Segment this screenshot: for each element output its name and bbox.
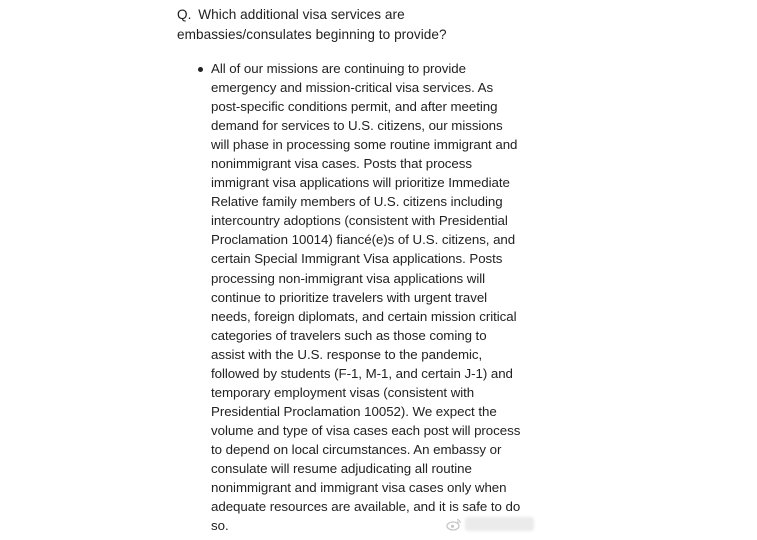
question-line-2: embassies/consulates beginning to provide? [177, 26, 447, 42]
answer-line: Relative family members of U.S. citizens including [211, 194, 503, 210]
faq-entry [177, 5, 521, 534]
watermark-text [465, 517, 534, 531]
answer-line: All of our missions are continuing to provide [211, 61, 466, 76]
answer-line: immigrant visa applications will prioritize Immediate [211, 175, 510, 191]
weibo-icon [446, 517, 462, 531]
answer-line: continue to prioritize travelers with urgent travel [211, 289, 488, 305]
answer-line: categories of travelers such as those coming to [211, 327, 487, 343]
answer-line: temporary employment visas (consistent with [211, 384, 475, 400]
faq-question [177, 5, 517, 44]
answer-list [177, 59, 521, 535]
bullet-icon [198, 67, 203, 72]
question-line-1: Which additional visa services are [198, 7, 405, 22]
answer-line: demand for services to U.S. citizens, our missions [211, 118, 503, 134]
answer-line: nonimmigrant visa cases. Posts that process [211, 156, 472, 172]
answer-item [177, 59, 521, 535]
answer-line: emergency and mission-critical visa services. As [211, 80, 494, 96]
answer-line: Presidential Proclamation 10052). We expect the [211, 403, 497, 419]
answer-line: adequate resources are available, and it is safe to do [211, 499, 521, 515]
answer-line: needs, foreign diplomats, and certain mission critical [211, 308, 517, 324]
answer-line: nonimmigrant and immigrant visa cases only when [211, 480, 507, 496]
question-prefix: Q. [177, 7, 192, 22]
answer-line: followed by students (F-1, M-1, and certain J-1) and [211, 365, 513, 381]
answer-line: certain Special Immigrant Visa applications. Posts [211, 251, 503, 267]
answer-text [211, 59, 521, 535]
watermark [446, 517, 534, 531]
answer-line: Proclamation 10014) fiancé(e)s of U.S. citizens, and [211, 232, 516, 248]
answer-line: intercountry adoptions (consistent with Presidential [211, 213, 508, 229]
answer-line: to depend on local circumstances. An embassy or [211, 441, 502, 457]
answer-line: processing non-immigrant visa applications will [211, 270, 486, 286]
answer-line: assist with the U.S. response to the pandemic, [211, 346, 483, 362]
answer-line: post-specific conditions permit, and after meeting [211, 99, 498, 115]
answer-line: so. [211, 518, 229, 534]
answer-line: volume and type of visa cases each post will process [211, 422, 521, 438]
answer-line: will phase in processing some routine immigrant and [211, 137, 518, 153]
answer-line: consulate will resume adjudicating all routine [211, 460, 472, 476]
